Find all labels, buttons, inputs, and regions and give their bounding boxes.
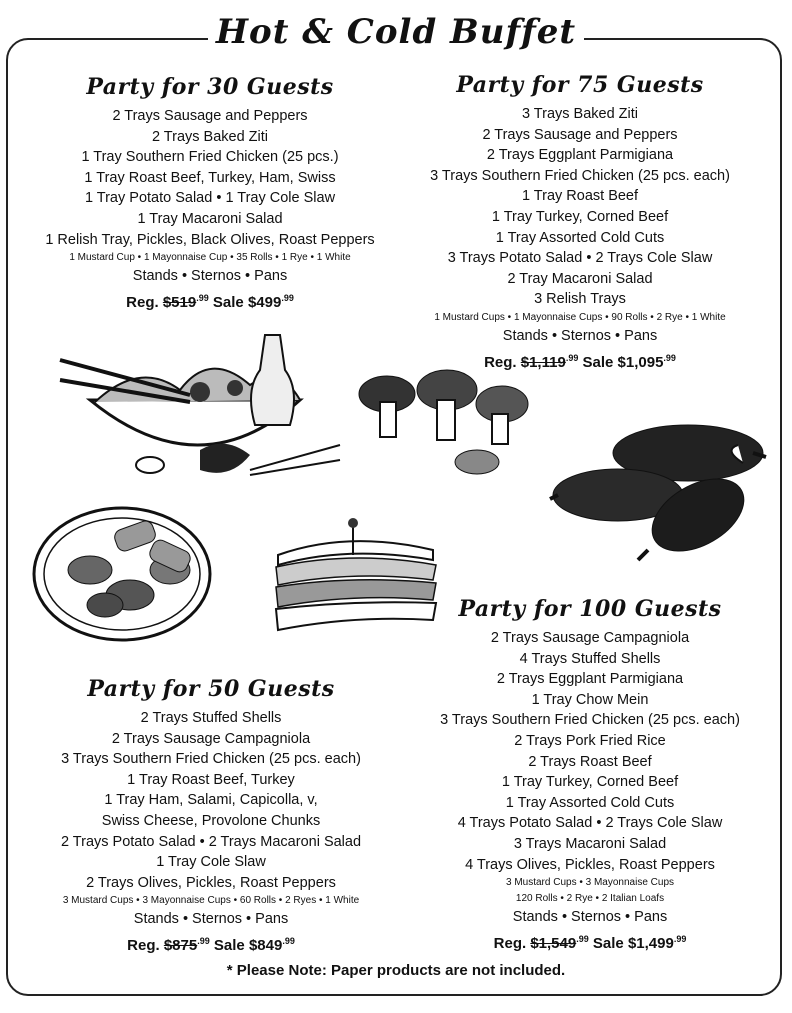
menu-item: 1 Tray Assorted Cold Cuts <box>495 229 665 246</box>
party-75-items <box>400 104 760 310</box>
menu-item: 3 Trays Southern Fried Chicken (25 pcs. each) <box>430 167 730 184</box>
menu-item: 2 Trays Eggplant Parmigiana <box>486 147 674 164</box>
menu-item: Swiss Cheese, Provolone Chunks <box>101 812 321 829</box>
menu-item: 2 Trays Sausage Campagniola <box>490 630 690 646</box>
party-50-section <box>16 676 406 957</box>
party-50-price: Reg. $\$875^{.99}$ Sale $\$849^{.99}$ <box>127 935 295 954</box>
party-100-stands: Stands • Sternos • Pans <box>512 909 668 926</box>
menu-item: 4 Trays Potato Salad • 2 Trays Cole Slaw <box>457 815 723 832</box>
party-50-extras: 3 Mustard Cups • 3 Mayonnaise Cups • 60 Rolls • 2 Ryes • 1 White <box>62 895 360 907</box>
menu-item: 1 Tray Macaroni Salad <box>137 210 283 227</box>
party-100-heading: Party for 100 Guests <box>458 596 722 622</box>
party-75-section <box>400 72 760 374</box>
sale-price: $499 <box>247 293 282 311</box>
party-50-heading: Party for 50 Guests <box>87 676 335 702</box>
regular-price: $1,119 <box>520 353 566 371</box>
menu-item: 3 Trays Southern Fried Chicken (25 pcs. each) <box>440 712 740 729</box>
fried-chicken-platter-icon <box>30 500 215 645</box>
menu-item: 1 Tray Southern Fried Chicken (25 pcs.) <box>81 149 339 166</box>
party-50-stands: Stands • Sternos • Pans <box>133 911 289 928</box>
menu-item: 3 Relish Trays <box>534 291 626 308</box>
party-30-items <box>20 106 400 250</box>
menu-item: 3 Trays Macaroni Salad <box>513 835 667 852</box>
party-30-stands: Stands • Sternos • Pans <box>132 268 288 285</box>
menu-item: 1 Tray Roast Beef <box>521 188 639 205</box>
party-100-extras: 120 Rolls • 2 Rye • 2 Italian Loafs <box>515 893 665 905</box>
party-50-items <box>16 708 406 893</box>
eggplants-icon <box>548 415 768 565</box>
regular-price: $1,549 <box>530 934 577 952</box>
menu-item: 1 Tray Chow Mein <box>531 691 649 708</box>
menu-item: 1 Tray Roast Beef, Turkey, Ham, Swiss <box>84 169 336 186</box>
menu-item: 2 Trays Stuffed Shells <box>140 710 282 726</box>
menu-item: 1 Tray Ham, Salami, Capicolla, v, <box>104 792 318 809</box>
menu-item: 1 Tray Turkey, Corned Beef <box>491 208 669 225</box>
party-100-price: Reg. $\$1,549^{.99}$ Sale $\$1,499^{.99}$ <box>493 933 687 952</box>
menu-item: 1 Tray Cole Slaw <box>156 854 266 871</box>
menu-item: 1 Tray Turkey, Corned Beef <box>501 774 679 791</box>
party-100-extras: 3 Mustard Cups • 3 Mayonnaise Cups <box>505 877 675 889</box>
party-30-section <box>20 74 400 314</box>
menu-item: 3 Trays Southern Fried Chicken (25 pcs. each) <box>61 751 361 768</box>
sandwich-icon <box>268 515 443 640</box>
menu-item: 2 Trays Pork Fried Rice <box>514 732 666 749</box>
menu-item: 1 Tray Assorted Cold Cuts <box>505 794 675 811</box>
menu-item: 3 Trays Potato Salad • 2 Trays Cole Slaw <box>447 250 713 267</box>
party-100-section <box>410 596 770 955</box>
salad-bowl-icon <box>50 330 350 490</box>
menu-item: 4 Trays Stuffed Shells <box>519 650 661 667</box>
sale-price: $1,095 <box>617 353 664 371</box>
party-75-heading: Party for 75 Guests <box>456 72 704 98</box>
menu-item: 3 Trays Baked Ziti <box>521 106 639 122</box>
regular-price: $519 <box>162 293 197 311</box>
regular-price: $875 <box>163 936 198 954</box>
menu-item: 2 Trays Eggplant Parmigiana <box>496 671 684 688</box>
party-30-heading: Party for 30 Guests <box>86 74 334 100</box>
sale-price: $1,499 <box>627 934 674 952</box>
party-100-items <box>410 628 770 875</box>
menu-item: 2 Trays Potato Salad • 2 Trays Macaroni Salad <box>60 833 362 850</box>
menu-item: 2 Trays Baked Ziti <box>151 128 269 145</box>
menu-item: 1 Tray Potato Salad • 1 Tray Cole Slaw <box>84 190 336 207</box>
menu-item: 2 Trays Sausage and Peppers <box>482 126 678 143</box>
menu-item: 2 Trays Sausage and Peppers <box>112 108 308 124</box>
party-30-extras: 1 Mustard Cup • 1 Mayonnaise Cup • 35 Rolls • 1 Rye • 1 White <box>69 252 351 264</box>
party-75-price: Reg. $\$1,119^{.99}$ Sale $\$1,095^{.99}$ <box>484 352 676 371</box>
menu-item: 2 Trays Roast Beef <box>528 753 652 770</box>
paper-products-note: * Please Note: Paper products are not included. <box>226 962 566 979</box>
menu-item: 2 Trays Sausage Campagniola <box>111 730 311 747</box>
menu-item: 2 Tray Macaroni Salad <box>507 270 653 287</box>
party-30-price: Reg. $\$519^{.99}$ Sale $\$499^{.99}$ <box>126 292 294 311</box>
menu-item: 1 Relish Tray, Pickles, Black Olives, Roast Peppers <box>45 231 375 248</box>
sale-price: $849 <box>248 936 283 954</box>
menu-item: 1 Tray Roast Beef, Turkey <box>127 771 295 788</box>
party-75-extras: 1 Mustard Cups • 1 Mayonnaise Cups • 90 Rolls • 2 Rye • 1 White <box>434 311 726 323</box>
menu-item: 4 Trays Olives, Pickles, Roast Peppers <box>465 856 715 873</box>
party-75-stands: Stands • Sternos • Pans <box>502 327 658 344</box>
menu-item: 2 Trays Olives, Pickles, Roast Peppers <box>86 874 336 891</box>
page-title: Hot & Cold Buffet <box>0 12 792 52</box>
mushrooms-icon <box>352 362 542 482</box>
